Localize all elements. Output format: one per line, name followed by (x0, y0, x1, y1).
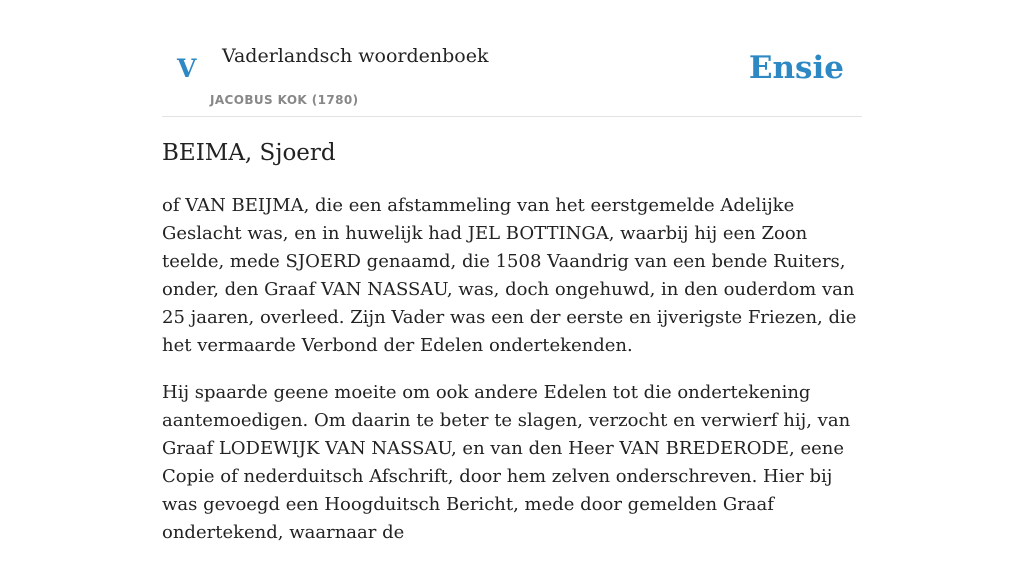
header (162, 0, 862, 117)
entry-paragraph: of VAN BEIJMA, die een afstammeling van het eerstgemelde Adelijke Geslacht was, en in huwelijk had JEL BOTTINGA, waarbij hij een Zoon teelde, mede SJOERD genaamd, die 1508 Vaandrig van een bende Ruiters, onder, den Graaf VAN NASSAU, was, doch ongehuwd, in den ouderdom van 25 jaaren, overleed. Zijn Vader was een der eerste en ijverigste Friezen, die het vermaarde Verbond der Edelen ondertekenden. (162, 195, 857, 356)
entry-body (162, 192, 862, 566)
book-author: JACOBUS KOK (1780) (210, 93, 359, 107)
page (162, 0, 862, 543)
entry-title: BEIMA, Sjoerd (162, 140, 336, 166)
book-title[interactable]: Vaderlandsch woordenboek (222, 45, 489, 67)
entry-paragraph: Hij spaarde geene moeite om ook andere Edelen tot die ondertekening aantemoedigen. Om daarin te beter te slagen, verzocht en verwierf hij, van Graaf LODEWIJK VAN NASSAU, en van den Heer VAN BREDERODE, eene Copie of nederduitsch Afschrift, door hem zelven onderschreven. Hier bij was gevoegd een Hoogduitsch Bericht, mede door gemelden Graaf ondertekend, waarnaar de (162, 382, 851, 543)
section-letter[interactable]: V (177, 54, 197, 83)
site-logo[interactable]: Ensie (748, 50, 844, 86)
